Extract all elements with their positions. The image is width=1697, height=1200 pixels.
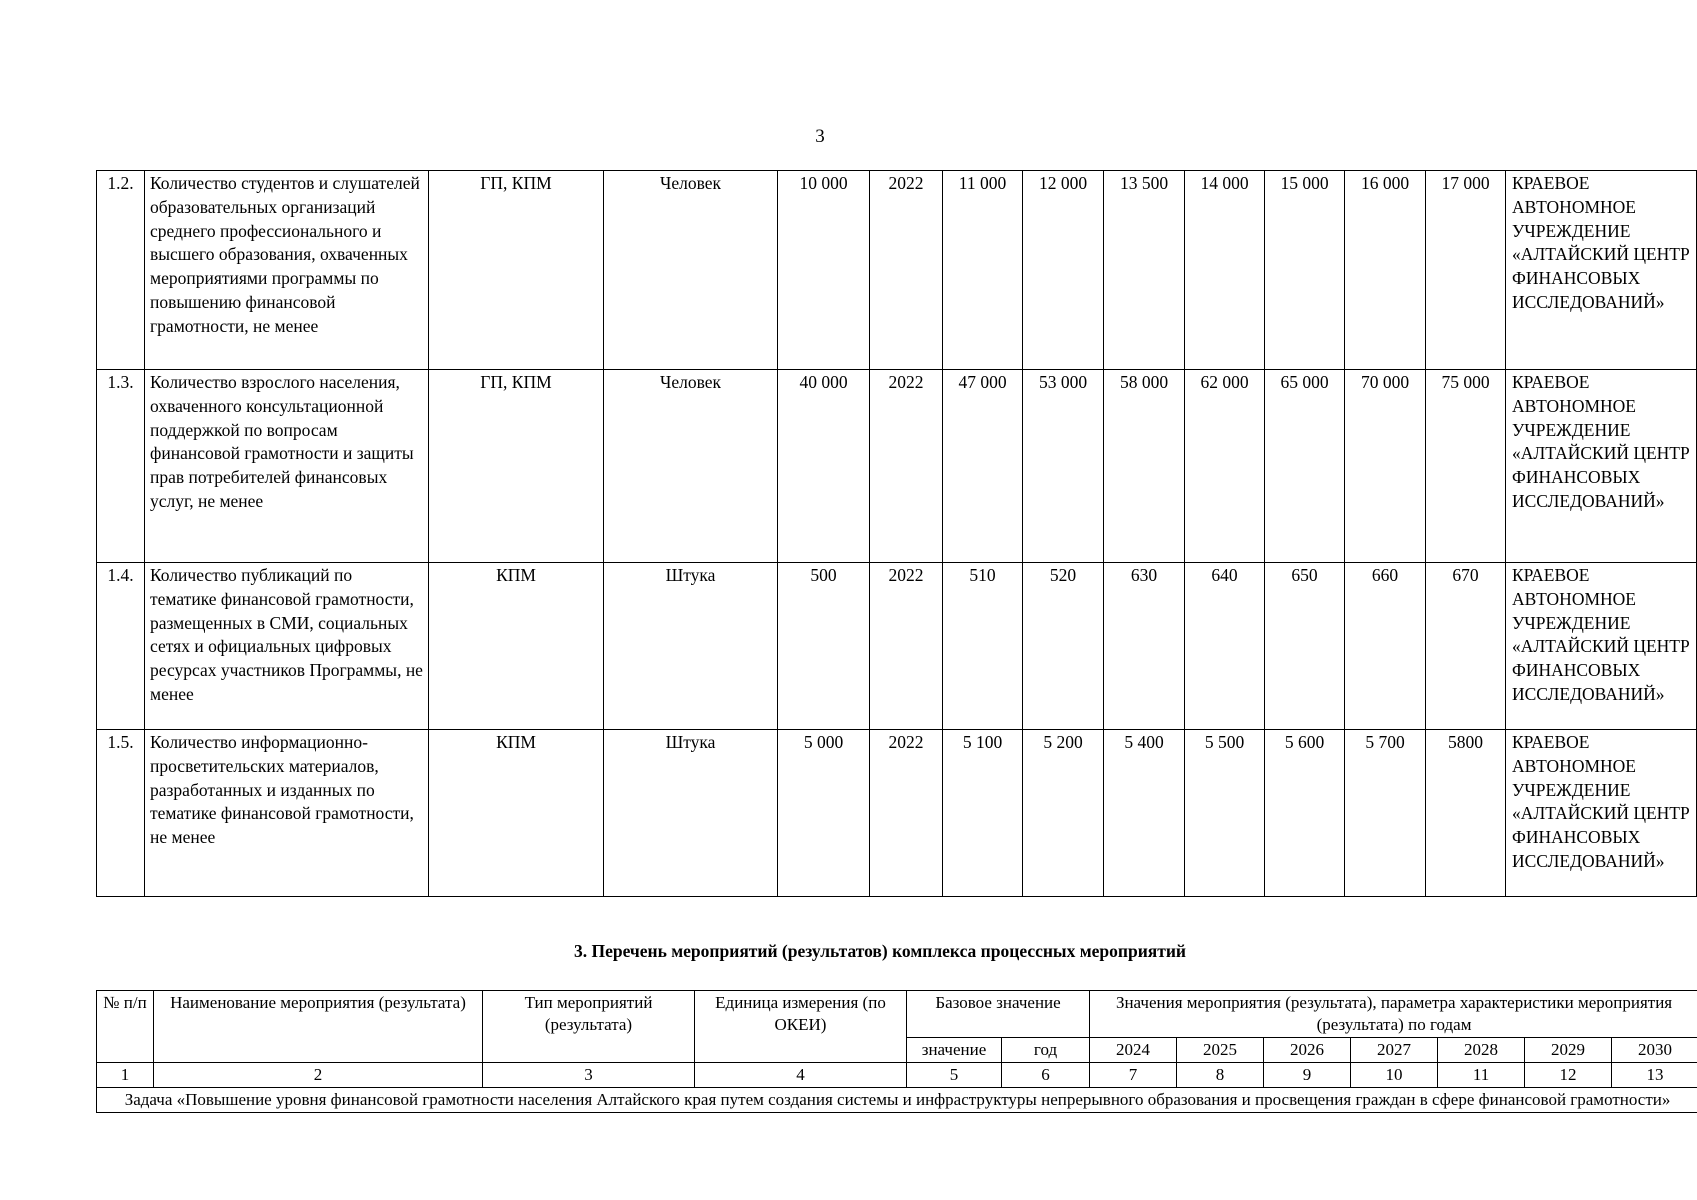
indicator-name: Количество взрослого населения, охваченного консультационной поддержкой по вопросам финансовой грамотности и защиты прав потребителей финансовых услуг, не менее bbox=[145, 370, 429, 563]
header-year: 2026 bbox=[1264, 1038, 1351, 1063]
section-title: 3. Перечень мероприятий (результатов) комплекса процессных мероприятий bbox=[573, 941, 1187, 961]
indicators-table bbox=[96, 170, 1697, 897]
indicator-year-value: 5 400 bbox=[1104, 730, 1185, 897]
indicator-year-value: 11 000 bbox=[943, 171, 1023, 370]
column-number: 2 bbox=[154, 1063, 483, 1088]
header-year: 2025 bbox=[1177, 1038, 1264, 1063]
indicator-level: ГП, КПМ bbox=[429, 171, 604, 370]
indicator-base-value: 10 000 bbox=[778, 171, 870, 370]
indicator-year-value: 5 500 bbox=[1185, 730, 1265, 897]
indicator-year-value: 75 000 bbox=[1426, 370, 1506, 563]
indicator-num: 1.4. bbox=[97, 563, 145, 730]
header-name: Наименование мероприятия (результата) bbox=[154, 991, 483, 1063]
indicator-row bbox=[97, 730, 1697, 897]
header-unit: Единица измерения (по ОКЕИ) bbox=[695, 991, 907, 1063]
header-type: Тип мероприятий (результата) bbox=[483, 991, 695, 1063]
indicator-base-value: 5 000 bbox=[778, 730, 870, 897]
indicator-year-value: 58 000 bbox=[1104, 370, 1185, 563]
indicator-year-value: 14 000 bbox=[1185, 171, 1265, 370]
indicator-year-value: 670 bbox=[1426, 563, 1506, 730]
indicator-level: ГП, КПМ bbox=[429, 370, 604, 563]
indicator-base-value: 40 000 bbox=[778, 370, 870, 563]
header-year: 2030 bbox=[1612, 1038, 1697, 1063]
indicator-unit: Штука bbox=[604, 563, 778, 730]
indicator-year-value: 630 bbox=[1104, 563, 1185, 730]
header-num: № п/п bbox=[97, 991, 154, 1063]
indicator-year-value: 660 bbox=[1345, 563, 1426, 730]
indicator-responsible: КРАЕВОЕ АВТОНОМНОЕ УЧРЕЖДЕНИЕ «АЛТАЙСКИЙ ЦЕНТР ФИНАНСОВЫХ ИССЛЕДОВАНИЙ» bbox=[1506, 563, 1697, 730]
indicator-name: Количество студентов и слушателей образовательных организаций среднего профессионального и высшего образования, охваченных мероприятиями программы по повышению финансовой грамотности, не менее bbox=[145, 171, 429, 370]
header-base-year: год bbox=[1002, 1038, 1090, 1063]
indicator-year-value: 510 bbox=[943, 563, 1023, 730]
indicator-responsible: КРАЕВОЕ АВТОНОМНОЕ УЧРЕЖДЕНИЕ «АЛТАЙСКИЙ ЦЕНТР ФИНАНСОВЫХ ИССЛЕДОВАНИЙ» bbox=[1506, 171, 1697, 370]
column-number: 10 bbox=[1351, 1063, 1438, 1088]
column-number: 3 bbox=[483, 1063, 695, 1088]
indicator-year-value: 47 000 bbox=[943, 370, 1023, 563]
activities-table bbox=[96, 990, 1697, 1113]
indicator-row bbox=[97, 171, 1697, 370]
indicator-year-value: 520 bbox=[1023, 563, 1104, 730]
indicator-name: Количество информационно-просветительских материалов, разработанных и изданных по тематике финансовой грамотности, не менее bbox=[145, 730, 429, 897]
column-number: 7 bbox=[1090, 1063, 1177, 1088]
indicator-base-year: 2022 bbox=[870, 370, 943, 563]
indicator-year-value: 12 000 bbox=[1023, 171, 1104, 370]
column-number: 9 bbox=[1264, 1063, 1351, 1088]
indicator-num: 1.5. bbox=[97, 730, 145, 897]
indicator-base-year: 2022 bbox=[870, 171, 943, 370]
indicator-year-value: 53 000 bbox=[1023, 370, 1104, 563]
header-year: 2028 bbox=[1438, 1038, 1525, 1063]
header-year: 2027 bbox=[1351, 1038, 1438, 1063]
indicator-level: КПМ bbox=[429, 730, 604, 897]
indicator-year-value: 16 000 bbox=[1345, 171, 1426, 370]
indicator-year-value: 65 000 bbox=[1265, 370, 1345, 563]
indicator-unit: Человек bbox=[604, 370, 778, 563]
indicator-row bbox=[97, 370, 1697, 563]
column-number: 8 bbox=[1177, 1063, 1264, 1088]
indicator-year-value: 17 000 bbox=[1426, 171, 1506, 370]
indicator-year-value: 640 bbox=[1185, 563, 1265, 730]
column-number: 11 bbox=[1438, 1063, 1525, 1088]
indicator-year-value: 15 000 bbox=[1265, 171, 1345, 370]
column-number: 12 bbox=[1525, 1063, 1612, 1088]
indicator-responsible: КРАЕВОЕ АВТОНОМНОЕ УЧРЕЖДЕНИЕ «АЛТАЙСКИЙ ЦЕНТР ФИНАНСОВЫХ ИССЛЕДОВАНИЙ» bbox=[1506, 370, 1697, 563]
column-number: 6 bbox=[1002, 1063, 1090, 1088]
task-row: Задача «Повышение уровня финансовой грамотности населения Алтайского края путем создания системы и инфраструктуры непрерывного образования и просвещения граждан в сфере финансовой грамотности» bbox=[97, 1088, 1697, 1113]
column-number: 1 bbox=[97, 1063, 154, 1088]
indicator-base-year: 2022 bbox=[870, 563, 943, 730]
column-number: 4 bbox=[695, 1063, 907, 1088]
indicator-num: 1.3. bbox=[97, 370, 145, 563]
indicator-year-value: 5 700 bbox=[1345, 730, 1426, 897]
indicator-year-value: 13 500 bbox=[1104, 171, 1185, 370]
header-values-by-year: Значения мероприятия (результата), параметра характеристики мероприятия (результата) по годам bbox=[1090, 991, 1697, 1038]
page-number: 3 bbox=[815, 126, 825, 147]
column-number: 5 bbox=[907, 1063, 1002, 1088]
indicator-year-value: 70 000 bbox=[1345, 370, 1426, 563]
indicator-year-value: 62 000 bbox=[1185, 370, 1265, 563]
indicator-level: КПМ bbox=[429, 563, 604, 730]
indicator-base-value: 500 bbox=[778, 563, 870, 730]
header-year: 2024 bbox=[1090, 1038, 1177, 1063]
indicator-base-year: 2022 bbox=[870, 730, 943, 897]
indicator-year-value: 5 200 bbox=[1023, 730, 1104, 897]
header-year: 2029 bbox=[1525, 1038, 1612, 1063]
indicator-year-value: 5800 bbox=[1426, 730, 1506, 897]
indicator-name: Количество публикаций по тематике финансовой грамотности, размещенных в СМИ, социальных сетях и официальных цифровых ресурсах участников Программы, не менее bbox=[145, 563, 429, 730]
indicator-unit: Штука bbox=[604, 730, 778, 897]
header-base: Базовое значение bbox=[907, 991, 1090, 1038]
indicator-year-value: 5 100 bbox=[943, 730, 1023, 897]
column-number: 13 bbox=[1612, 1063, 1697, 1088]
indicator-row bbox=[97, 563, 1697, 730]
indicator-year-value: 650 bbox=[1265, 563, 1345, 730]
indicator-year-value: 5 600 bbox=[1265, 730, 1345, 897]
indicator-num: 1.2. bbox=[97, 171, 145, 370]
indicator-unit: Человек bbox=[604, 171, 778, 370]
indicator-responsible: КРАЕВОЕ АВТОНОМНОЕ УЧРЕЖДЕНИЕ «АЛТАЙСКИЙ ЦЕНТР ФИНАНСОВЫХ ИССЛЕДОВАНИЙ» bbox=[1506, 730, 1697, 897]
header-base-value: значение bbox=[907, 1038, 1002, 1063]
